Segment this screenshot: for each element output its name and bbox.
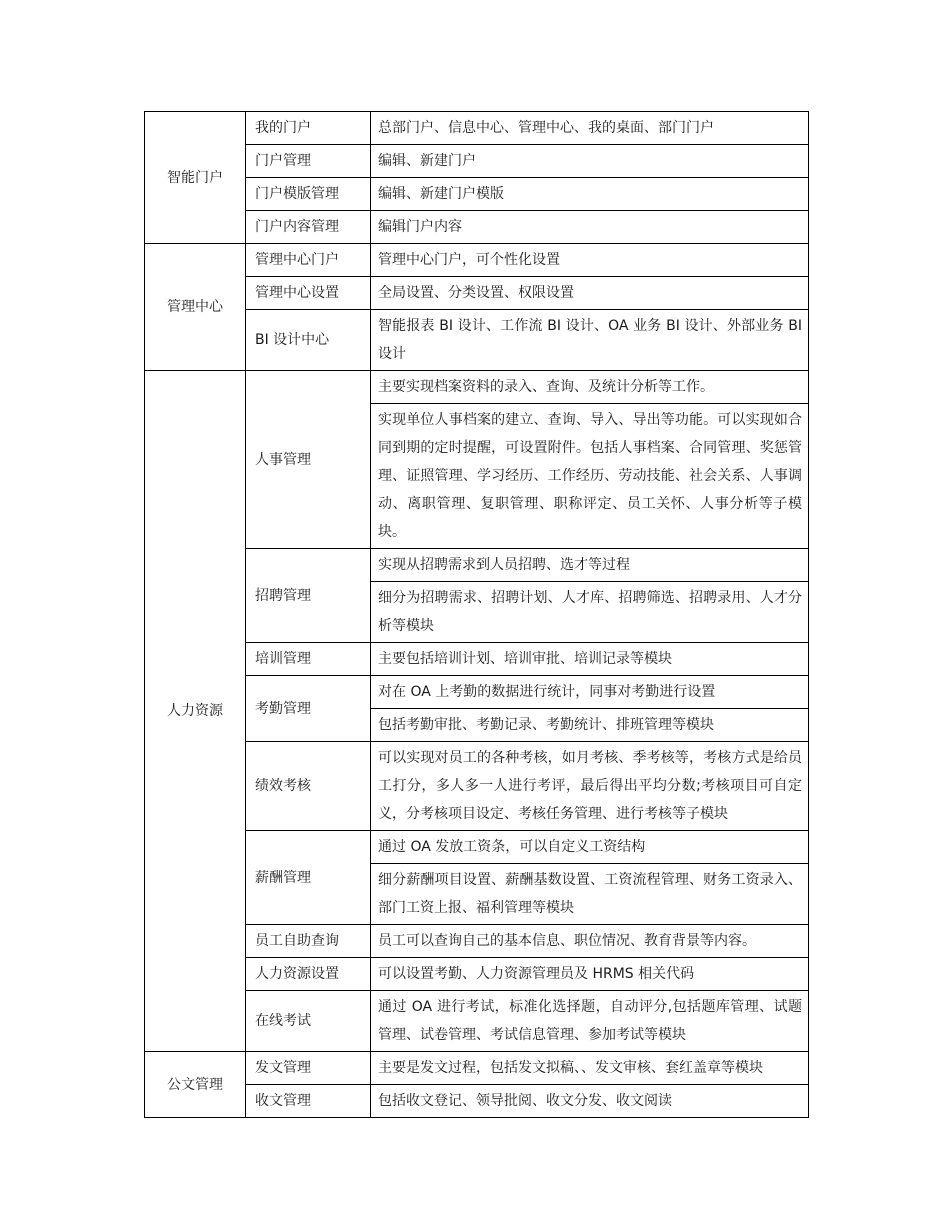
module-table (144, 111, 809, 1118)
module-cell: 绩效考核 (246, 742, 371, 831)
description-cell: 包括考勤审批、考勤记录、考勤统计、排班管理等模块 (371, 709, 809, 742)
description-cell: 可以设置考勤、人力资源管理员及 HRMS 相关代码 (371, 958, 809, 991)
table-row (145, 371, 809, 404)
description-cell: 管理中心门户，可个性化设置 (371, 244, 809, 277)
table-row (145, 244, 809, 277)
module-cell: 门户管理 (246, 145, 371, 178)
module-cell: 员工自助查询 (246, 925, 371, 958)
description-cell: 包括收文登记、领导批阅、收文分发、收文阅读 (371, 1085, 809, 1118)
category-cell: 管理中心 (145, 244, 246, 371)
category-cell: 公文管理 (145, 1052, 246, 1118)
category-cell: 智能门户 (145, 112, 246, 244)
description-cell: 总部门户、信息中心、管理中心、我的桌面、部门门户 (371, 112, 809, 145)
module-cell: 人事管理 (246, 371, 371, 549)
description-cell: 实现从招聘需求到人员招聘、选才等过程 (371, 549, 809, 582)
description-cell: 主要包括培训计划、培训审批、培训记录等模块 (371, 643, 809, 676)
description-cell: 员工可以查询自己的基本信息、职位情况、教育背景等内容。 (371, 925, 809, 958)
description-cell: 全局设置、分类设置、权限设置 (371, 277, 809, 310)
module-cell: 培训管理 (246, 643, 371, 676)
table-row (145, 112, 809, 145)
module-cell: 门户内容管理 (246, 211, 371, 244)
description-cell: 智能报表 BI 设计、工作流 BI 设计、OA 业务 BI 设计、外部业务 BI 设计 (371, 310, 809, 371)
module-cell: 管理中心设置 (246, 277, 371, 310)
description-cell: 对在 OA 上考勤的数据进行统计，同事对考勤进行设置 (371, 676, 809, 709)
description-cell: 编辑门户内容 (371, 211, 809, 244)
module-cell: 在线考试 (246, 991, 371, 1052)
module-cell: 考勤管理 (246, 676, 371, 742)
category-cell: 人力资源 (145, 371, 246, 1052)
description-cell: 主要实现档案资料的录入、查询、及统计分析等工作。 (371, 371, 809, 404)
module-cell: 发文管理 (246, 1052, 371, 1085)
description-cell: 通过 OA 发放工资条，可以自定义工资结构 (371, 831, 809, 864)
description-cell: 细分薪酬项目设置、薪酬基数设置、工资流程管理、财务工资录入、部门工资上报、福利管理等模块 (371, 864, 809, 925)
module-cell: 人力资源设置 (246, 958, 371, 991)
description-cell: 可以实现对员工的各种考核，如月考核、季考核等，考核方式是给员工打分，多人多一人进行考评，最后得出平均分数;考核项目可自定义，分考核项目设定、考核任务管理、进行考核等子模块 (371, 742, 809, 831)
table-row (145, 1052, 809, 1085)
module-cell: 管理中心门户 (246, 244, 371, 277)
module-cell: 门户模版管理 (246, 178, 371, 211)
module-cell: 薪酬管理 (246, 831, 371, 925)
description-cell: 编辑、新建门户模版 (371, 178, 809, 211)
module-cell: 招聘管理 (246, 549, 371, 643)
description-cell: 编辑、新建门户 (371, 145, 809, 178)
module-cell: 我的门户 (246, 112, 371, 145)
description-cell: 细分为招聘需求、招聘计划、人才库、招聘筛选、招聘录用、人才分析等模块 (371, 582, 809, 643)
description-cell: 主要是发文过程，包括发文拟稿、、发文审核、套红盖章等模块 (371, 1052, 809, 1085)
description-cell: 通过 OA 进行考试，标准化选择题，自动评分,包括题库管理、试题管理、试卷管理、考试信息管理、参加考试等模块 (371, 991, 809, 1052)
module-cell: BI 设计中心 (246, 310, 371, 371)
module-cell: 收文管理 (246, 1085, 371, 1118)
description-cell: 实现单位人事档案的建立、查询、导入、导出等功能。可以实现如合同到期的定时提醒，可设置附件。包括人事档案、合同管理、奖惩管理、证照管理、学习经历、工作经历、劳动技能、社会关系、人事调动、离职管理、复职管理、职称评定、员工关怀、人事分析等子模块。 (371, 404, 809, 549)
